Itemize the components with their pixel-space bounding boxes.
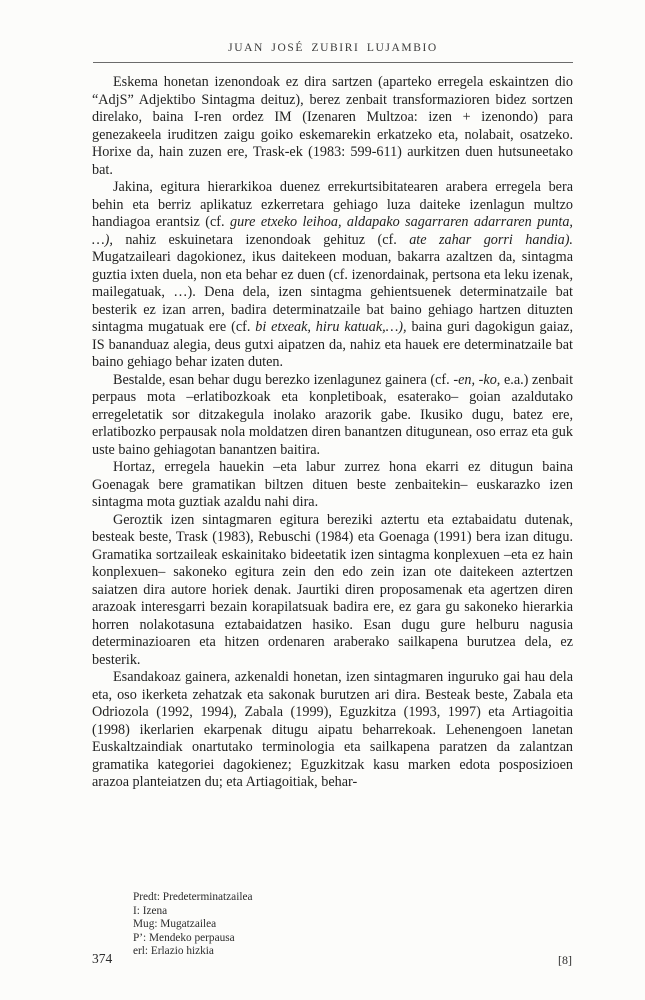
- text-run: Jakina, egitura hierarkikoa duenez errekurtsibitatearen arabera erregela bera behin eta berriz aplikatuz ezkerretara gehiago luza daiteke izenlagun multzo handiagoa erantsiz (cf.: [92, 179, 573, 230]
- issue-number: [8]: [558, 953, 572, 967]
- italic-run: bi etxeak, hiru katuak,…),: [255, 319, 407, 335]
- text-column: [92, 74, 573, 792]
- paragraph: [92, 459, 573, 512]
- text-run: Bestalde, esan behar dugu berezko izenlagunez gainera (cf.: [113, 371, 454, 388]
- page-number: 374: [92, 951, 113, 966]
- abbreviation-item: I: Izena: [133, 904, 168, 917]
- italic-run: gure etxeko leihoa, aldapako sagarraren adarraren punta, …),: [92, 214, 573, 248]
- text-run: Geroztik izen sintagmaren egitura bereziki aztertu eta eztabaidatu dutenak, besteak beste, Trask (1983), Rebuschi (1984) eta Goenaga (1991) bera izan ditugu. Gramatika sortzaileak eskainitako bideetatik izen sintagma konplexuen –eta ez hain konplexuen– sakoneko egitura zein den edo zein izan ote daitekeen aztertzen saiatzen dira autore horiek denak. Jaurtiki diren proposamenak eta agertzen diren arazoak interesgarri bezain korapilatsuak badira ere, ez gara gu sakoneko hierarkia horren nolakotasuna eztabaidatzen hasiko. Esan dugu gure helburu nagusia determinazioaren eta hitzen ordenaren araberako sailkapena burutzea dela, ez besterik.: [92, 511, 573, 668]
- text-run: Eskema honetan izenondoak ez dira sartzen (aparteko erregela eskaintzen dio “AdjS” Adjektibo Sintagma deituz), berez zenbait transformazioren bidez sortzen direlako, baina I-ren ordez IM (Izenaren Multzoa: izen + izenondo) para genezakeela iruditzen zaigu goiko eskemarekin erkatzeko eta, nolabait, osatzeko. Horixe da, hain zuzen ere, Trask-ek (1983: 599-611) aurkitzen duen hutsuneetako bat.: [92, 74, 573, 178]
- paragraph: [92, 179, 573, 372]
- paragraph: [92, 512, 573, 670]
- abbreviation-item: P’: Mendeko perpausa: [133, 931, 235, 944]
- text-run: Mugatzaileari dagokionez, ikus daitekeen moduan, bakarra azaltzen da, sintagma guztia ixten duela, non eta behar ez duen (cf. izenordainak, pertsona eta leku izenak, mailegatuak, …). Dena dela, izen sintagma gehientsuenek determinatzaile bat besterik ez izan arren, badira determinatzaile bat baino gehiago hartzen dituzten sintagma mugatuak ere (cf.: [92, 249, 573, 335]
- abbreviation-item: erl: Erlazio hizkia: [133, 945, 214, 958]
- abbreviation-item: Mug: Mugatzailea: [133, 918, 217, 931]
- paragraph: [92, 669, 573, 792]
- text-run: Esandakoaz gainera, azkenaldi honetan, izen sintagmaren inguruko gai hau dela eta, oso ikerketa zehatzak eta sakonak burutzen ari dira. Besteak beste, Zabala eta Odriozola (1992, 1994), Zabala (1999), Eguzkitza (1993, 1997) eta Artiagoitia (1998) ikerlarien ekarpenak ditugu aipatu beharrekoak. Lehenengoen lanetan Euskaltzaindiak onartutako terminologia eta sailkapena paratzen da zalantzan gramatika kategoriei dagokienez; Eguzkitzak kasu marken edota posposizioen arazoa planteiatzen du; eta Artiagoitiak, behar-: [92, 669, 573, 790]
- running-header: [93, 38, 573, 63]
- text-run: baina guri dagokigun gaiaz, IS bananduaz alegia, deus gutxi aipatzen da, nahiz eta hauek ere determinatzaile bat baino gehiago behar izaten duten.: [92, 319, 573, 370]
- text-run: Hortaz, erregela hauekin –eta labur zurrez hona ekarri ez ditugun baina Goenagak bere gramatikan biltzen dituen beste zenbaitekin– euskarazko izen sintagma mota guztiak azaldu nahi dira.: [92, 459, 573, 510]
- abbreviation-item: Predt: Predeterminatzailea: [133, 891, 253, 903]
- italic-run: ate zahar gorri handia).: [409, 231, 573, 248]
- italic-run: -en, -ko,: [453, 371, 501, 388]
- running-header-author: JUAN JOSÉ ZUBIRI LUJAMBIO: [228, 42, 438, 54]
- paragraph: [92, 372, 573, 460]
- abbreviation-list: [133, 891, 253, 959]
- text-run: nahiz eskuinetara izenondoak gehituz (cf.: [112, 231, 410, 248]
- text-run: e.a.) zenbait perpaus mota –erlatibozkoak eta konpletiboak, esaterako– goian azaldutako erregeletatik sor ditzakegula inolako arazorik gabe. Ikusiko dugu, batez ere, erlatibozko perpausak nola moldatzen diren banantzen ditugunean, oso erraz eta guk uste baino gehiagotan banantzen baitira.: [92, 371, 574, 458]
- paragraph: [92, 74, 573, 179]
